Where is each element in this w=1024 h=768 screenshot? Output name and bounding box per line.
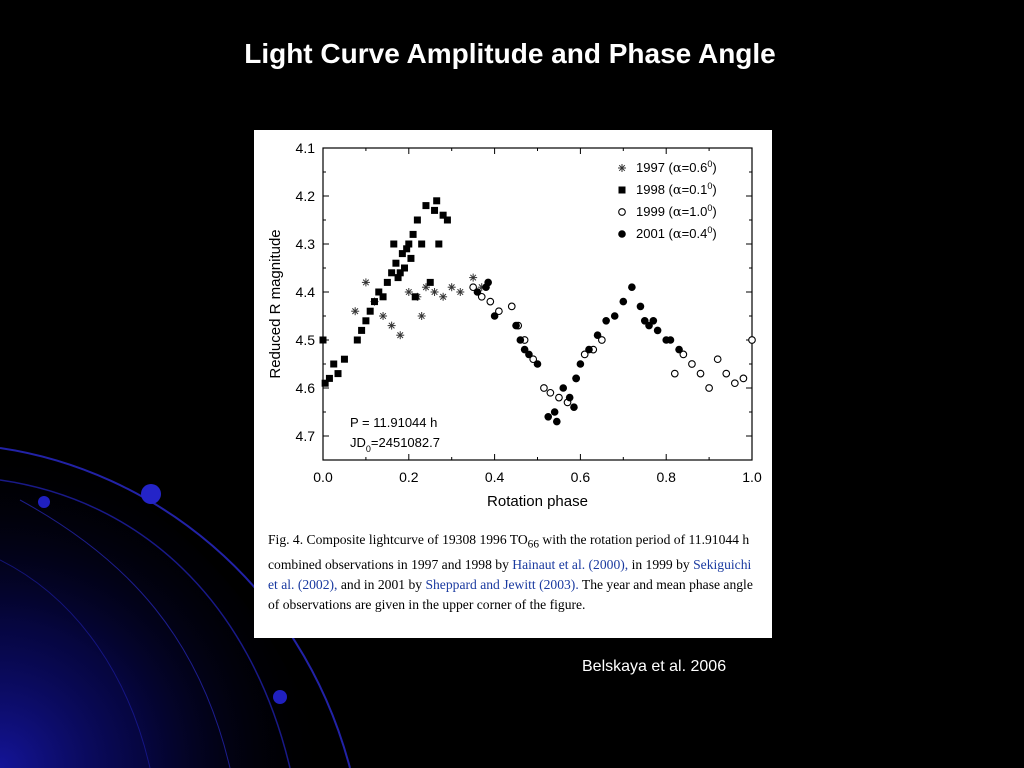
data-point-asterisk [469,274,477,282]
caption-subscript: 66 [527,538,539,551]
legend-entry [636,203,717,220]
data-point-square [427,279,434,286]
data-point-asterisk [362,278,370,286]
epoch-text-part: JD [350,435,366,450]
y-tick-label: 4.3 [295,236,315,252]
data-point-open-circle [706,385,713,392]
data-point-asterisk [418,312,426,320]
epoch-text-part: =2451082.7 [370,435,440,450]
data-point-square [422,202,429,209]
x-axis-label: Rotation phase [487,493,588,510]
data-point-filled-circle [654,327,662,335]
data-point-filled-circle [594,331,602,339]
legend-marker-open-circle [619,209,626,216]
data-point-square [433,197,440,204]
data-point-filled-circle [544,413,552,421]
data-point-square [414,217,421,224]
legend-entry [636,181,717,198]
data-point-filled-circle [570,403,578,411]
y-axis-label: Reduced R magnitude [267,229,284,379]
legend-text-part: 1999 ( [636,204,673,219]
legend-text-part: 0 [707,159,713,169]
data-point-square [435,241,442,248]
data-point-filled-circle [577,360,585,368]
y-tick-label: 4.4 [295,284,315,300]
data-point-open-circle [732,380,739,387]
data-point-asterisk [379,312,387,320]
legend-text-part: ) [712,226,717,241]
legend-marker-asterisk [618,164,626,172]
data-point-open-circle [749,337,756,344]
data-point-filled-circle [675,346,683,354]
y-tick-label: 4.5 [295,332,315,348]
data-point-filled-circle [628,283,636,291]
figure-panel [254,130,772,638]
figure-caption [268,530,760,615]
x-tick-label: 0.6 [570,469,591,485]
data-point-filled-circle [637,303,645,311]
data-point-filled-circle [491,312,499,320]
x-tick-label: 1.0 [742,469,762,485]
data-point-square [418,241,425,248]
legend-text-part: 0 [707,181,713,191]
data-point-filled-circle [525,351,533,359]
caption-text-1: Fig. 4. Composite lightcurve of 19308 1996 TO [268,532,528,547]
data-point-filled-circle [484,279,492,287]
legend-text-part: 0 [707,203,713,213]
data-point-square [444,217,451,224]
data-point-square [335,370,342,377]
data-point-filled-circle [474,288,482,296]
x-tick-label: 0.4 [484,469,505,485]
data-point-square [405,241,412,248]
x-tick-label: 0.0 [313,469,333,485]
data-point-filled-circle [602,317,610,325]
legend-text-part: α [672,205,682,220]
data-point-open-circle [547,390,554,397]
legend-text-part: 1998 ( [636,182,673,197]
legend-entry [636,159,717,176]
data-point-square [392,260,399,267]
data-point-square [371,298,378,305]
caption-text-3: in 1999 by [628,556,694,572]
data-point-filled-circle [553,418,561,426]
legend-text-part: ) [712,204,717,219]
legend-text-part: α [672,183,682,198]
data-point-filled-circle [611,312,619,320]
data-point-square [320,337,327,344]
data-point-open-circle [714,356,721,363]
data-point-square [358,327,365,334]
data-point-square [354,337,361,344]
data-point-asterisk [396,331,404,339]
y-tick-label: 4.6 [295,380,315,396]
data-point-open-circle [487,298,494,305]
legend-text-part: =0.1 [681,182,708,197]
epoch-annotation [350,435,440,454]
data-point-square [401,265,408,272]
y-tick-label: 4.7 [295,428,315,444]
data-point-square [410,231,417,238]
data-point-open-circle [723,370,730,377]
data-point-filled-circle [585,346,593,354]
legend-marker-filled-circle [618,230,626,238]
legend-text-part: α [672,227,682,242]
data-point-square [412,293,419,300]
citation: Belskaya et al. 2006 [582,658,727,675]
data-point-filled-circle [559,384,567,392]
data-point-square [362,317,369,324]
data-point-square [431,207,438,214]
reference-link-sekiguichi[interactable]: Sekiguichi et al. (2002), [268,556,752,592]
data-point-filled-circle [534,360,542,368]
data-point-filled-circle [512,322,520,330]
data-point-open-circle [671,370,678,377]
legend-text-part: ) [712,160,717,175]
epoch-text-part: 0 [365,444,371,454]
data-point-open-circle [740,375,747,382]
data-point-open-circle [697,370,704,377]
x-tick-label: 0.2 [399,469,419,485]
legend-text-part: 1997 ( [636,160,673,175]
data-point-open-circle [508,303,515,310]
data-point-filled-circle [650,317,658,325]
reference-link-sheppard[interactable]: Sheppard and Jewitt (2003). [425,576,579,592]
y-tick-label: 4.1 [295,140,315,156]
caption-text-4: and in 2001 by [337,576,426,592]
legend-text-part: =0.4 [681,226,708,241]
data-point-filled-circle [620,298,628,306]
data-point-asterisk [388,322,396,330]
legend-text-part: =1.0 [681,204,708,219]
data-point-asterisk [456,288,464,296]
caption-text-5: The year and mean phase angle of observations are given in the upper corner of the figure. [268,576,753,612]
legend-marker-square [619,187,626,194]
legend-text-part: =0.6 [681,160,708,175]
data-point-square [384,279,391,286]
legend-text-part: ) [712,182,717,197]
chart [254,130,772,530]
data-point-asterisk [405,288,413,296]
data-point-open-circle [689,361,696,368]
data-point-square [390,241,397,248]
legend-entry [636,225,717,242]
data-point-square [380,293,387,300]
x-tick-label: 0.8 [656,469,676,485]
data-point-asterisk [431,288,439,296]
data-point-filled-circle [566,394,574,402]
data-point-square [326,375,333,382]
reference-link-hainaut[interactable]: Hainaut et al. (2000), [512,556,629,572]
data-point-open-circle [541,385,548,392]
data-point-asterisk [439,293,447,301]
caption-text-2: with the rotation period of 11.91044 h combined observations in 1997 and 1998 by [268,532,750,572]
data-point-filled-circle [667,336,675,344]
data-point-filled-circle [551,408,559,416]
data-point-asterisk [351,307,359,315]
data-point-filled-circle [572,375,580,383]
legend-text-part: 2001 ( [636,226,673,241]
period-annotation: P = 11.91044 h [350,415,438,430]
legend-text-part: 0 [707,225,713,235]
data-point-filled-circle [517,336,525,344]
y-tick-label: 4.2 [295,188,315,204]
data-point-square [341,356,348,363]
data-point-asterisk [448,283,456,291]
data-point-square [367,308,374,315]
data-point-open-circle [556,394,563,401]
data-point-square [330,361,337,368]
legend-text-part: α [672,161,682,176]
data-point-square [407,255,414,262]
slide-title: Light Curve Amplitude and Phase Angle [244,38,776,69]
data-point-square [388,269,395,276]
